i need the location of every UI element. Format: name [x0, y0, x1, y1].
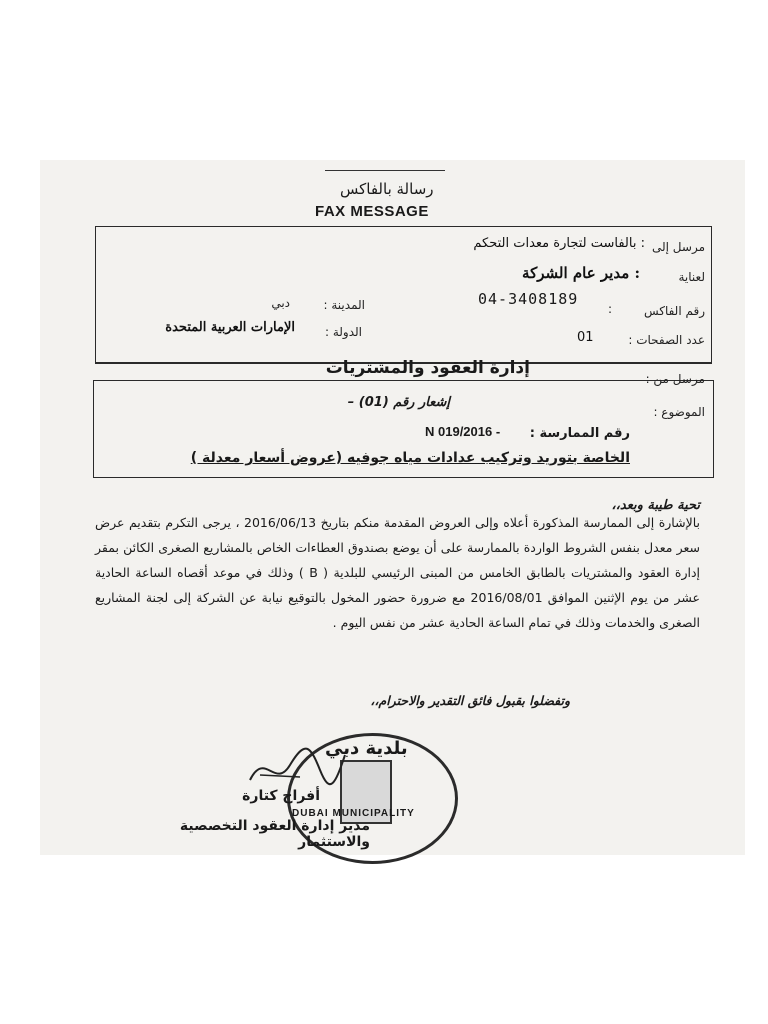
from-label: مرسل من : — [645, 372, 705, 386]
practice-number: N 019/2016 - — [425, 424, 501, 439]
pages-label: عدد الصفحات : — [628, 333, 705, 347]
top-rule — [325, 170, 445, 171]
fax-number: 04-3408189 — [478, 290, 579, 308]
subject-label: الموضوع : — [653, 405, 705, 419]
stamp-text-arabic: بلدية دبي — [325, 738, 408, 759]
attention-value: : مدير عام الشركة — [522, 264, 640, 282]
fax-title-arabic: رسالة بالفاكس — [340, 180, 434, 198]
country-label: الدولة : — [324, 325, 362, 339]
country-value: الإمارات العربية المتحدة — [165, 320, 295, 335]
to-label: مرسل إلى — [652, 240, 705, 254]
subject-description: الخاصة بتوريد وتركيب عدادات مياه جوفيه (عروض أسعار معدلة ) — [190, 450, 630, 466]
signatory-name: أفراح كتارة — [242, 788, 320, 804]
fax-title-english: FAX MESSAGE — [315, 203, 429, 220]
practice-label: رقم الممارسة : — [529, 426, 630, 441]
subject-notice: إشعار رقم (01) – — [347, 395, 450, 410]
fax-label: رقم الفاكس — [643, 304, 705, 318]
attention-label: لعناية — [678, 270, 705, 284]
pages-value: 01 — [577, 330, 594, 345]
signatory-title: مدير إدارة العقود التخصصية والاستثمار — [179, 818, 370, 850]
stamp-text-english: DUBAI MUNICIPALITY — [292, 808, 415, 819]
closing-line: وتفضلوا بقبول فائق التقدير والاحترام،، — [370, 693, 570, 708]
to-value: : بالفاست لتجارة معدات التحكم — [473, 236, 645, 251]
city-value: دبي — [271, 296, 290, 310]
letter-paragraph: بالإشارة إلى الممارسة المذكورة أعلاه وإلى العروض المقدمة منكم بتاريخ 2016/06/13 ، يرجى التكرم بتقديم عرض سعر معدل بنفس الشروط الواردة بالممارسة على أن يوضع بصندوق العطاءات الخاص بالمشاريع الصغرى الكائن بمقر إدارة العقود والمشتريات بالطابق الخامس من المبنى الرئيسي للبلدية ( B ) وذلك في موعد أقصاه الساعة الحادية عشر من يوم الإثنين الموافق 2016/08/01 مع ضرورة حضور المخول بالتوقيع نيابة عن الشركة إلى لجنة المشاريع الصغرى والخدمات وذلك في تمام الساعة الحادية عشر من نفس اليوم . — [95, 515, 700, 630]
greeting: تحية طيبة وبعد،، — [611, 498, 700, 513]
from-value: إدارة العقود والمشتريات — [325, 358, 530, 378]
fax-separator: : — [608, 302, 613, 316]
city-label: المدينة : — [323, 298, 365, 312]
handwritten-signature — [240, 735, 350, 795]
